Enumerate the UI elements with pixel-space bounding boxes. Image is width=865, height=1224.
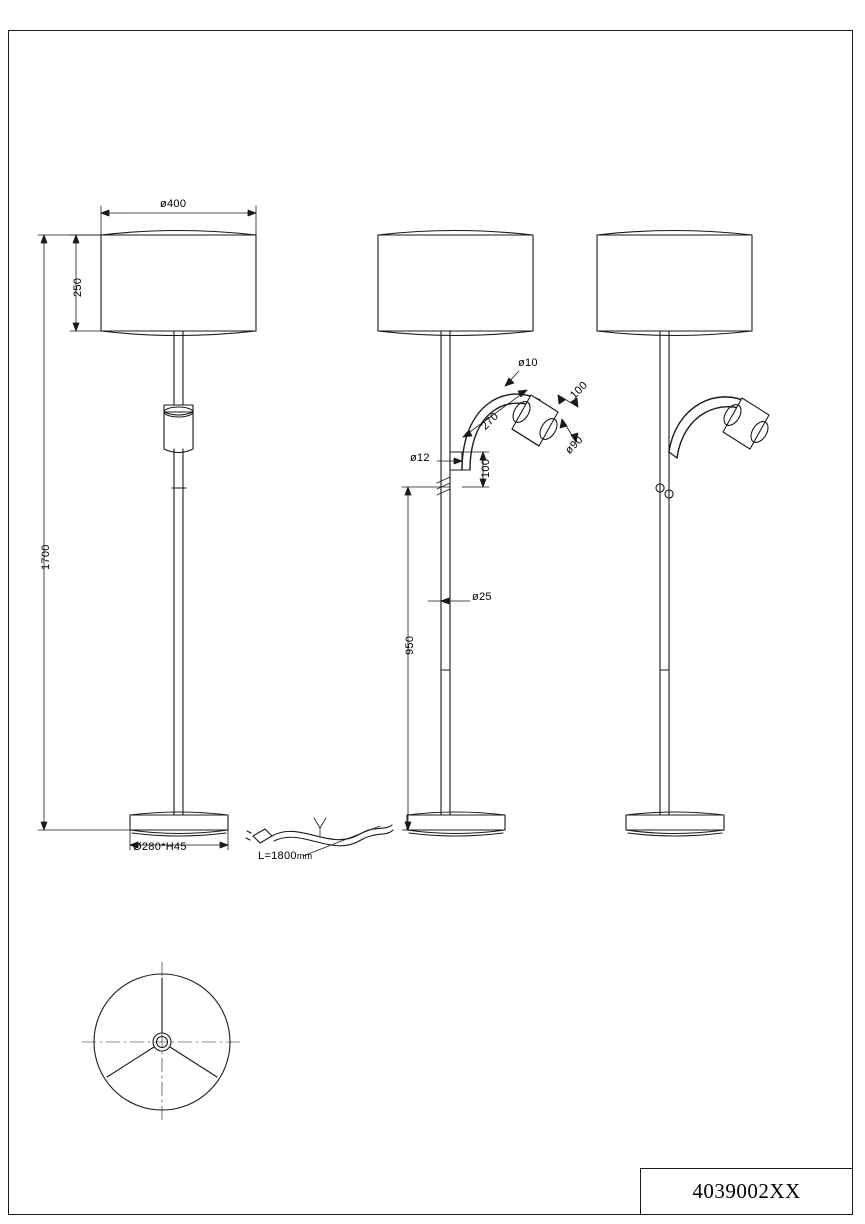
- view-middle-lamp: [378, 231, 561, 837]
- cable-length-label: [258, 850, 312, 862]
- dim-label-total-height: 1700: [40, 544, 52, 570]
- article-code: 4039002XX: [692, 1179, 801, 1203]
- dim-label-arm-tube-diameter: ø10: [518, 357, 538, 369]
- dim-label-joint-diameter: ø12: [410, 452, 430, 464]
- view-left-lamp: [101, 231, 256, 837]
- power-cable: [246, 818, 393, 846]
- dim-label-main-tube-diameter: ø25: [472, 591, 492, 603]
- dim-label-base-size: Ø280*H45: [133, 841, 187, 853]
- dim-label-head-length: 100: [568, 379, 591, 402]
- dim-label-shade-diameter: ø400: [160, 198, 187, 210]
- title-block: [640, 1168, 853, 1215]
- view-right-lamp: [597, 231, 772, 837]
- cable-length-unit: mm: [296, 851, 313, 861]
- dim-label-shade-height: 250: [72, 277, 84, 297]
- dim-label-arm-reach: 270: [479, 410, 502, 433]
- cable-length-value: L=1800: [258, 850, 297, 862]
- dim-label-arm-height: 950: [404, 635, 416, 655]
- dim-label-head-diameter: ø90: [563, 433, 586, 457]
- dim-label-joint-height: 100: [480, 458, 492, 478]
